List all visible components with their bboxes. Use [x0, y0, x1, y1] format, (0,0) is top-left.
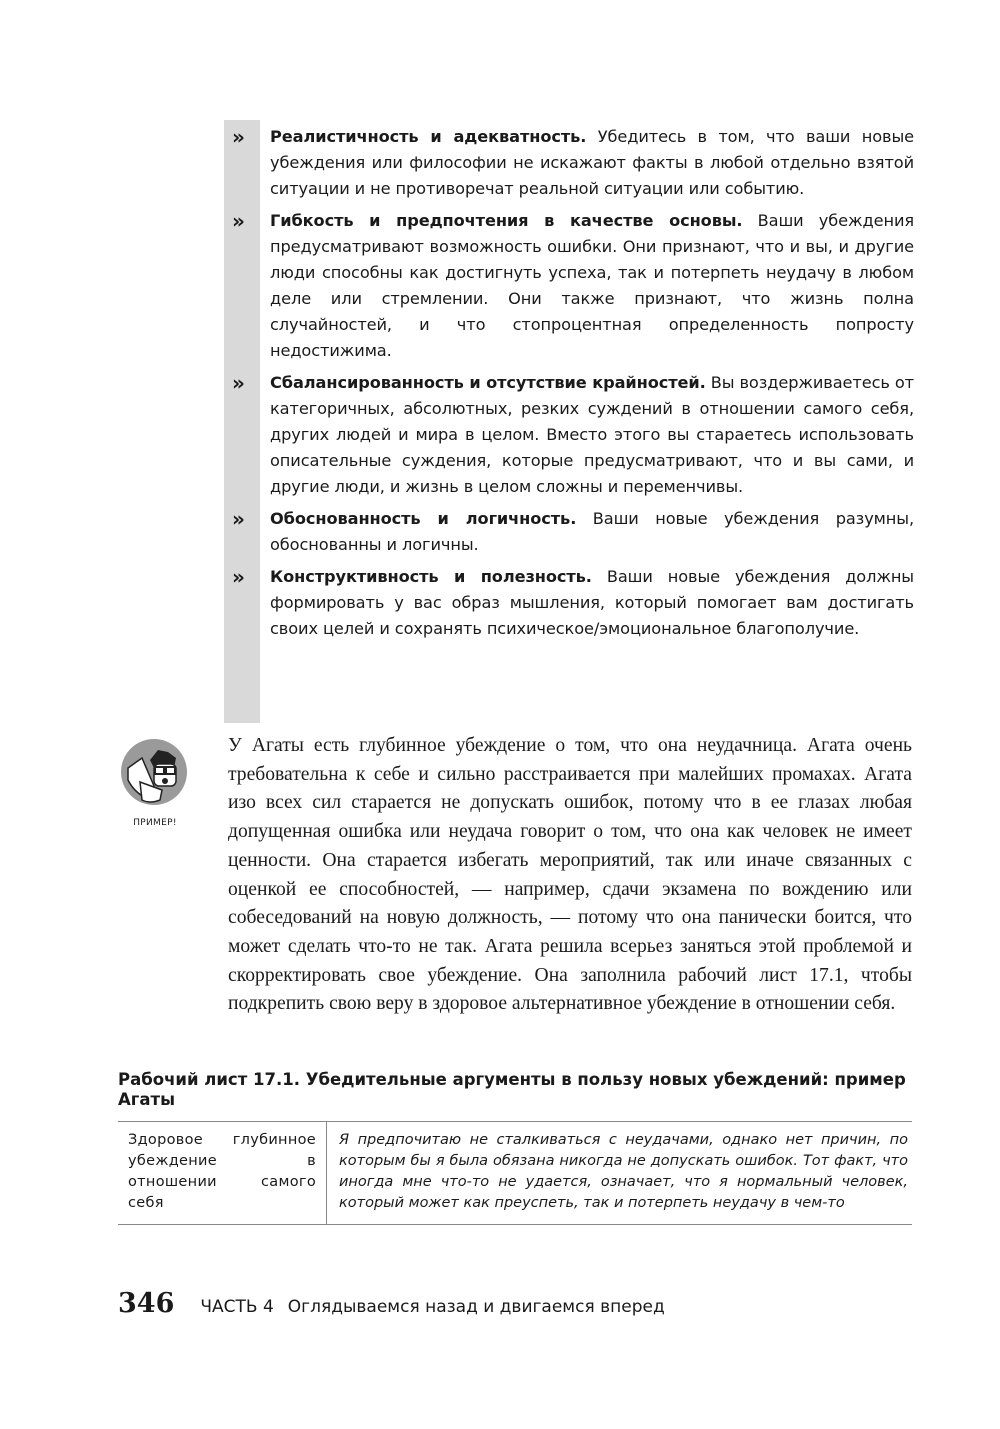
- bullet-mark: »: [232, 371, 245, 395]
- bullet-mark: »: [232, 507, 245, 531]
- list-item: [232, 208, 914, 364]
- item-text: Вы воздерживаетесь от категоричных, абсолютных, резких суждений в отношении самого себя, других людей и мира в целом. Вместо этого вы стараетесь использовать описательные суждения, которые предусматривают, что и вы сами, и другие люди, и жизнь в целом сложны и переменчивы.: [270, 373, 915, 496]
- item-text: Ваши новые убеждения разумны, обоснованны и логичны.: [270, 509, 914, 554]
- item-title: Гибкость и предпочтения в качестве основы.: [270, 211, 743, 230]
- part-title: Оглядываемся назад и двигаемся вперед: [287, 1297, 665, 1317]
- bullet-mark: »: [232, 209, 245, 233]
- bullet-mark: »: [232, 565, 245, 589]
- list-item: [232, 124, 914, 202]
- bullet-mark: »: [232, 125, 245, 149]
- item-title: Конструктивность и полезность.: [270, 567, 592, 586]
- row-label: Здоровое глубинное убеждение в отношении самого себя: [118, 1122, 327, 1224]
- example-label: ПРИМЕР!: [133, 818, 177, 828]
- part-label: ЧАСТЬ 4: [200, 1297, 274, 1317]
- page-footer: [118, 1288, 665, 1319]
- row-value: Я предпочитаю не сталкиваться с неудачами, однако нет причин, по которым бы я была обязана никогда не допускать ошибок. Тот факт, что иногда мне что-то не удается, означает, что я нормальный человек, который может как преуспеть, так и потерпеть неудачу в чем-то: [339, 1132, 908, 1211]
- item-text: Убедитесь в том, что ваши новые убеждения или философии не искажают факты в любой отдельно взятой ситуации и не противоречат реальной ситуации или событию.: [270, 127, 914, 198]
- example-person-icon: [120, 738, 188, 806]
- item-title: Сбалансированность и отсутствие крайностей.: [270, 373, 706, 392]
- list-item: [232, 564, 914, 642]
- criteria-list: [232, 124, 914, 648]
- item-title: Реалистичность и адекватность.: [270, 127, 587, 146]
- worksheet-title: Рабочий лист 17.1. Убедительные аргументы в пользу новых убеждений: пример Агаты: [118, 1070, 906, 1109]
- page-number: 346: [118, 1288, 175, 1319]
- list-item: [232, 506, 914, 558]
- item-text: Ваши новые убеждения должны формировать у вас образ мышления, который помогает вам достигать своих целей и сохранять психическое/эмоциональное благополучие.: [270, 567, 914, 638]
- example-paragraph: У Агаты есть глубинное убеждение о том, что она неудачница. Агата очень требовательна к себе и сильно расстраивается при малейших промахах. Агата изо всех сил старается не допускать ошибок, потому что в ее глазах любая допущенная ошибка или неудача говорит о том, что она как человек не имеет ценности. Она старается избегать мероприятий, так или иначе связанных с оценкой ее способностей, — например, сдачи экзамена по вождению или собеседований на новую должность, — потому что она панически боится, что может сделать что-то не так. Агата решила всерьез заняться этой проблемой и скорректировать свое убеждение. Она заполнила рабочий лист 17.1, чтобы подкрепить свою веру в здоровое альтернативное убеждение в отношении себя.: [228, 735, 912, 1015]
- item-title: Обоснованность и логичность.: [270, 509, 577, 528]
- list-item: [232, 370, 914, 500]
- worksheet-table: [118, 1121, 912, 1225]
- item-text: Ваши убеждения предусматривают возможность ошибки. Они признают, что и вы, и другие люди способны как достигнуть успеха, так и потерпеть неудачу в любом деле или стремлении. Они также признают, что жизнь полна случайностей, и что стопроцентная определенность попросту недостижима.: [270, 211, 915, 360]
